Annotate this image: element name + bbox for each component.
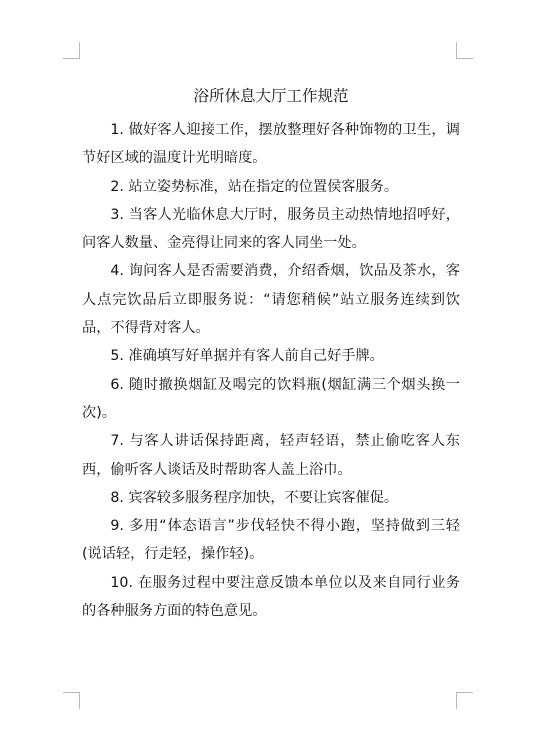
document-title: 浴所休息大厅工作规范 [193, 87, 349, 105]
document-body [82, 82, 460, 625]
crop-mark-top-right [456, 42, 473, 59]
rule-item-10: 10. 在服务过程中要注意反馈本单位以及来自同行业务的各种服务方面的特色意见。 [82, 574, 460, 620]
rule-item-4: 4. 询问客人是否需要消费，介绍香烟，饮品及茶水，客人点完饮品后立即服务说：“请您稍候”站立服务连续到饮品，不得背对客人。 [82, 263, 460, 337]
rule-item-9: 9. 多用“体态语言”步伐轻快不得小跑，坚持做到三轻(说话轻，行走轻，操作轻)。 [82, 518, 460, 563]
rule-item-3: 3. 当客人光临休息大厅时，服务员主动热情地招呼好，问客人数量、金亮得让同来的客人同坐一处。 [82, 206, 460, 252]
rule-item-6: 6. 随时撤换烟缸及喝完的饮料瓶(烟缸满三个烟头换一次)。 [82, 376, 460, 421]
crop-mark-bottom-left [63, 692, 80, 709]
rule-item-2: 2. 站立姿势标准，站在指定的位置侯客服务。 [110, 178, 399, 195]
rule-item-5: 5. 准确填写好单据并有客人前自己好手牌。 [110, 348, 384, 365]
crop-mark-bottom-right [456, 692, 473, 709]
rule-item-7: 7. 与客人讲话保持距离，轻声轻语，禁止偷吃客人东西，偷听客人谈话及时帮助客人盖上浴巾。 [82, 433, 460, 478]
rule-item-1: 1. 做好客人迎接工作，摆放整理好各种饰物的卫生，调节好区域的温度计光明暗度。 [82, 122, 460, 167]
rule-item-8: 8. 宾客较多服务程序加快，不要让宾客催促。 [110, 489, 399, 506]
crop-mark-top-left [63, 42, 80, 59]
